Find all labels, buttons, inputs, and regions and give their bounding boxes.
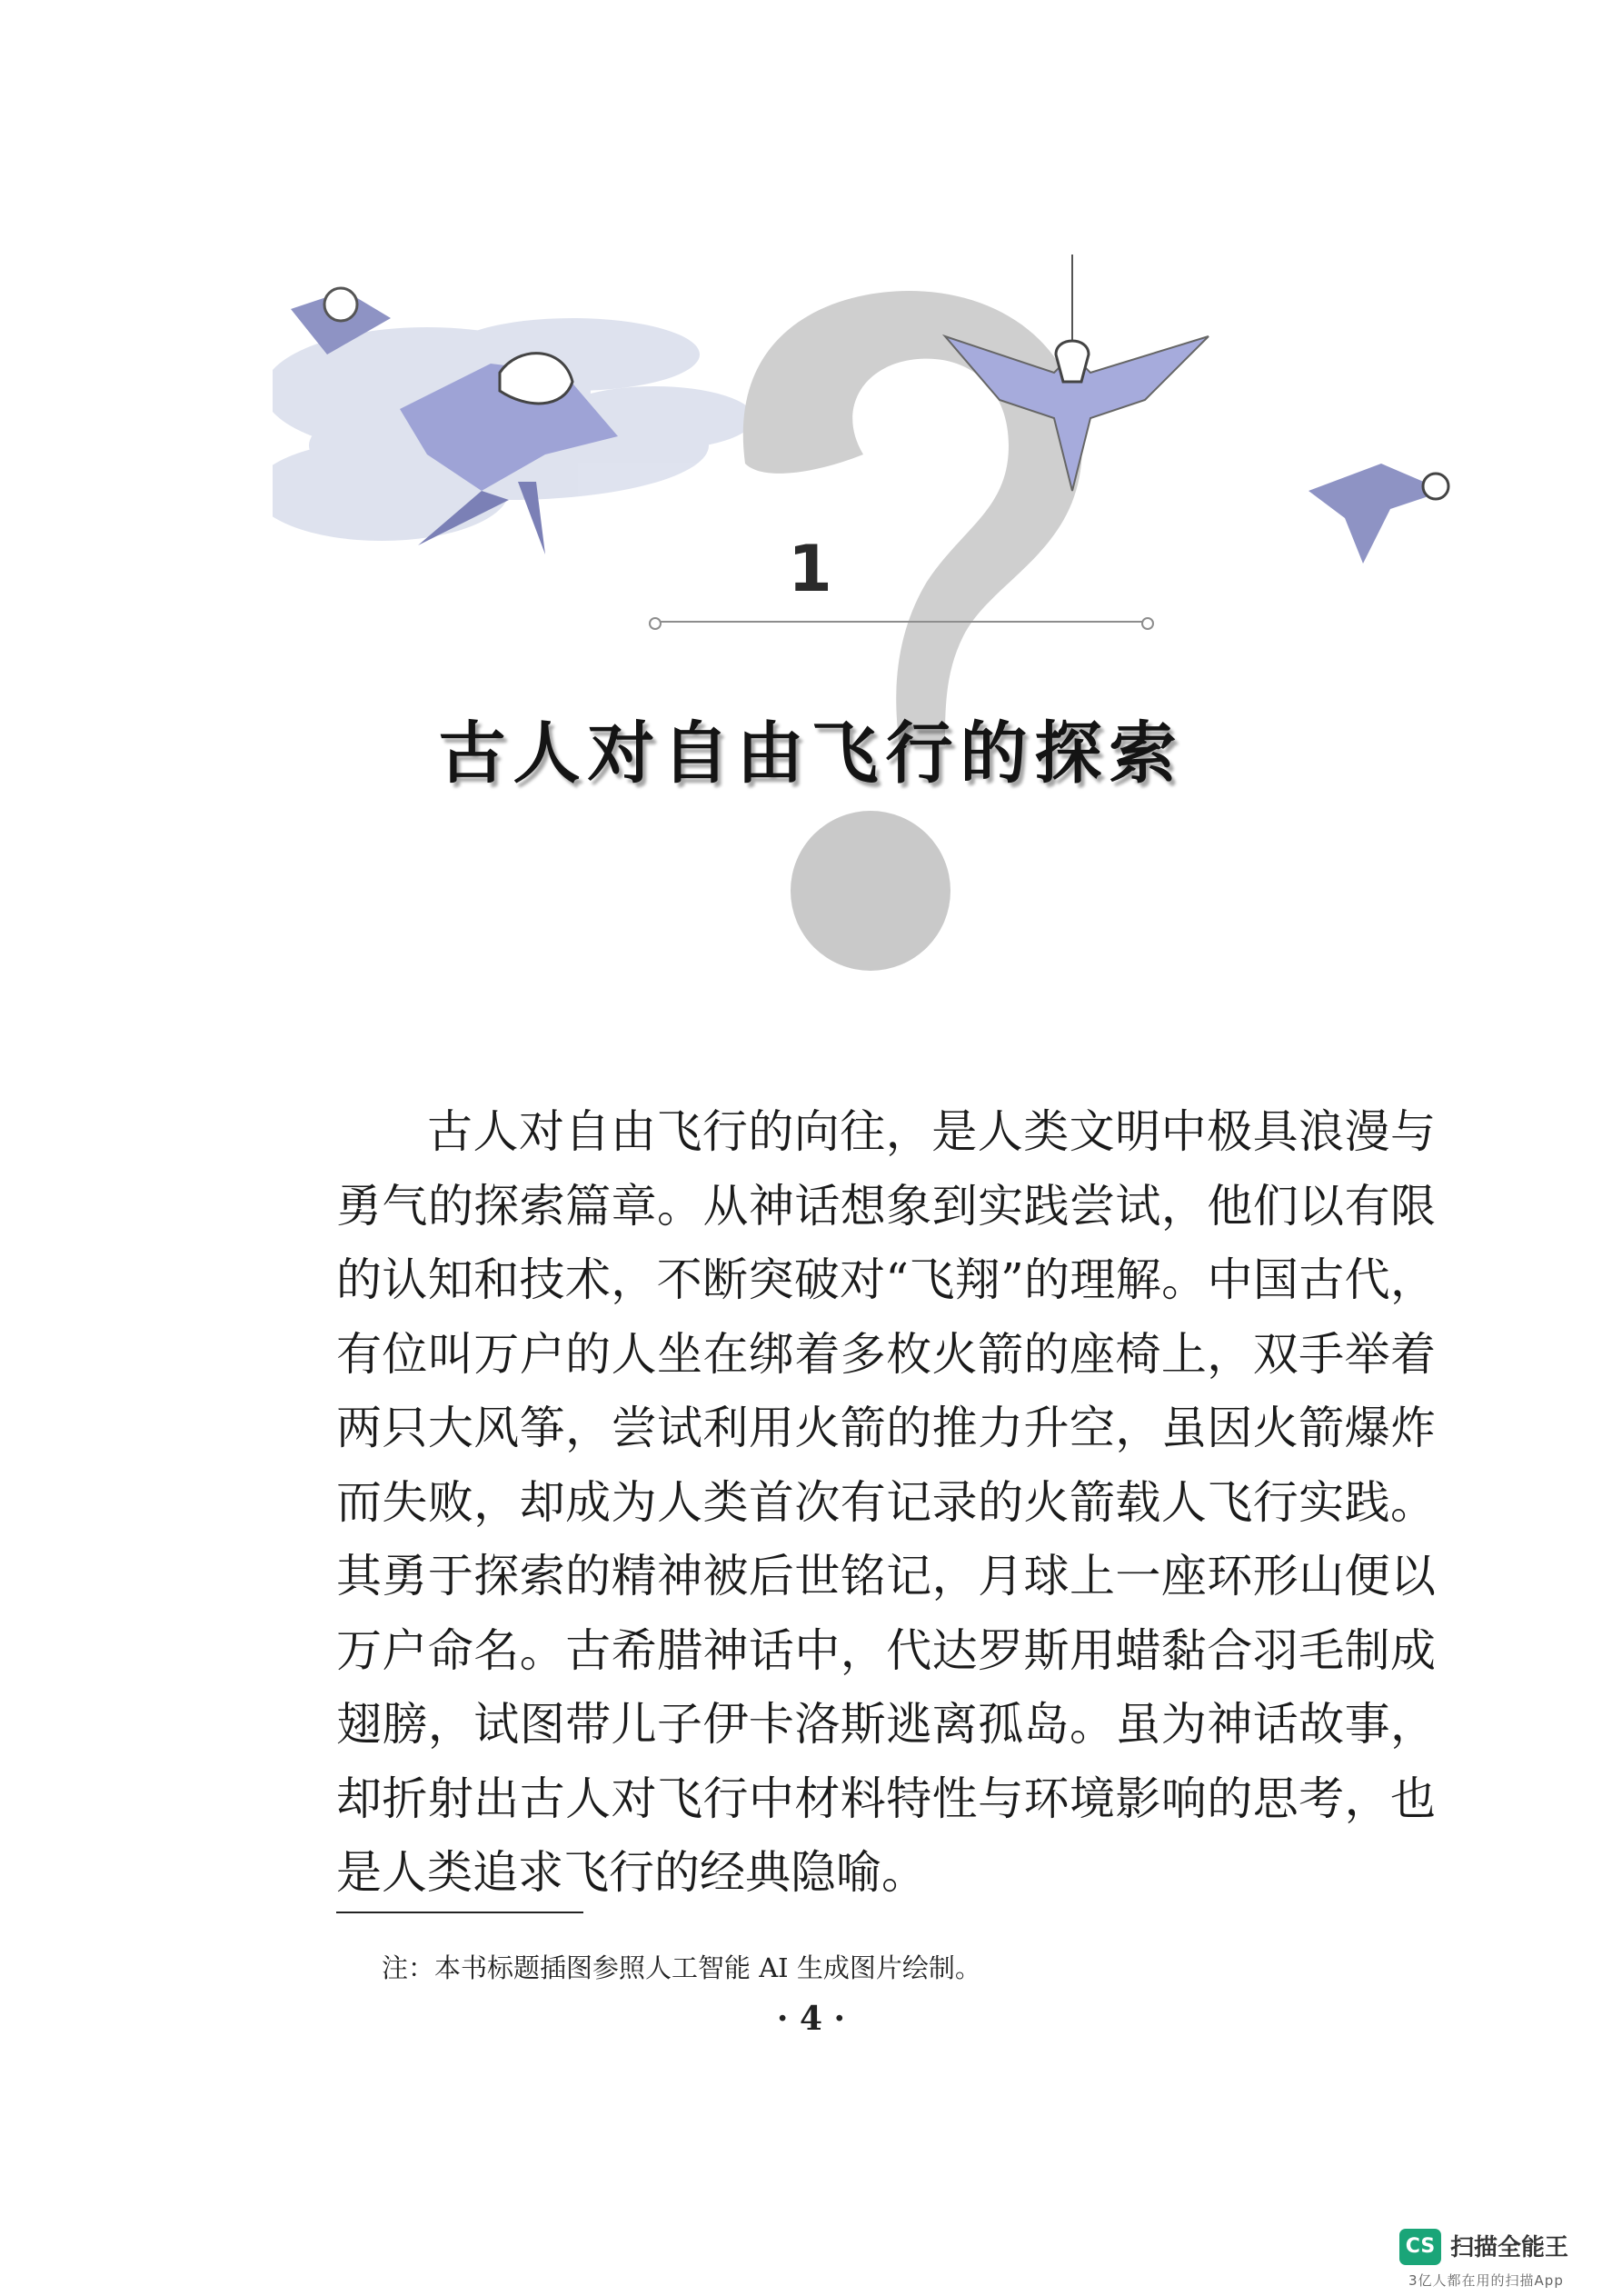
footnote: 注：本书标题插图参照人工智能 AI 生成图片绘制。 [382, 1952, 981, 1983]
chapter-title: 古人对自由飞行的探索 [438, 714, 1184, 793]
chapter-number: 1 [788, 532, 834, 606]
title-divider [656, 621, 1147, 623]
watermark-subtitle: 3亿人都在用的扫描App [1408, 2272, 1564, 2289]
body-paragraph: 古人对自由飞行的向往，是人类文明中极具浪漫与勇气的探索篇章。从神话想象到实践尝试，他们以有限的认知和技术，不断突破对“飞翔”的理解。中国古代，有位叫万户的人坐在绑着多枚火箭的座椅上，双手举着两只大风筝，尝试利用火箭的推力升空，虽因火箭爆炸而失败，却成为人类首次有记录的火箭载人飞行实践。其勇于探索的精神被后世铭记，月球上一座环形山便以万户命名。古希腊神话中，代达罗斯用蜡黏合羽毛制成翅膀，试图带儿子伊卡洛斯逃离孤岛。虽为神话故事，却折射出古人对飞行中材料特性与环境影响的思考，也是人类追求飞行的经典隐喻。 [336, 1105, 1436, 1899]
page-number: · 4 · [776, 2000, 846, 2038]
chapter-illustration [273, 255, 1481, 1000]
footnote-divider [336, 1912, 583, 1913]
camscanner-logo-icon: CS [1399, 2229, 1441, 2265]
scanner-watermark [1399, 2227, 1617, 2296]
watermark-title: 扫描全能王 [1450, 2234, 1569, 2261]
